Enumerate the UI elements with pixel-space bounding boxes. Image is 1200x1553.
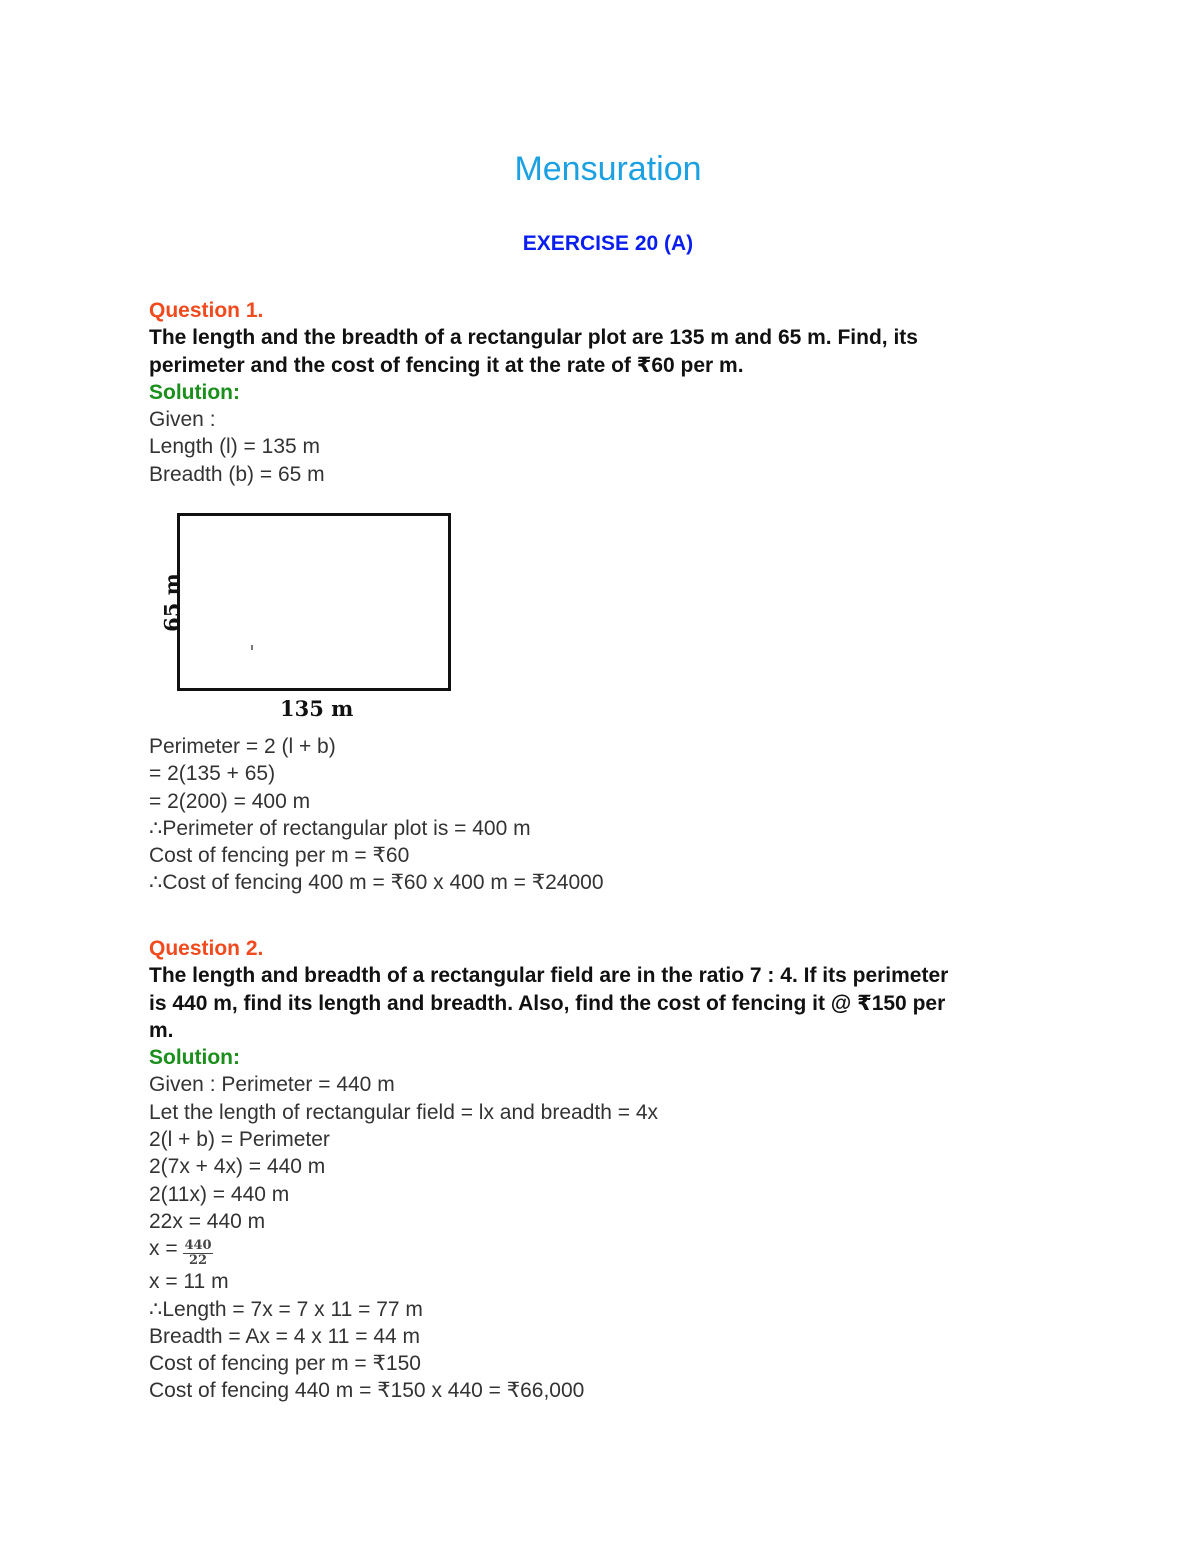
work-line: Let the length of rectangular field = lx and breadth = 4x: [149, 1100, 659, 1124]
fraction-line: [149, 1235, 1059, 1268]
question-2-label: Question 2.: [149, 937, 264, 960]
given-breadth-line: Breadth (b) = 65 m: [149, 462, 325, 486]
work-line: = 2(200) = 400 m: [149, 789, 311, 813]
exercise-heading: EXERCISE 20 (A): [522, 232, 694, 255]
fraction-numerator: 440: [184, 1238, 212, 1254]
question-1-text-line: perimeter and the cost of fencing it at the rate of ₹60 per m.: [149, 353, 744, 377]
question-2-text-line: The length and breadth of a rectangular field are in the ratio 7 : 4. If its perimeter: [149, 964, 949, 988]
work-line: ∴Length = 7x = 7 x 11 = 77 m: [149, 1297, 423, 1321]
page-title: Mensuration: [514, 150, 702, 188]
solution-2-label: Solution:: [149, 1046, 240, 1070]
work-line: Breadth = Ax = 4 x 11 = 44 m: [149, 1324, 421, 1348]
rectangle-shape: [177, 513, 451, 691]
work-line: 22x = 440 m: [149, 1209, 266, 1233]
question-2-block: [149, 935, 1059, 1405]
length-dimension-label: 135 m: [280, 696, 354, 721]
fraction-prefix: x =: [149, 1237, 184, 1261]
work-line: ∴Cost of fencing 400 m = ₹60 x 400 m = ₹24000: [149, 871, 604, 895]
fraction: [183, 1239, 212, 1268]
work-line: 2(7x + 4x) = 440 m: [149, 1155, 326, 1179]
work-line: Cost of fencing per m = ₹150: [149, 1352, 421, 1376]
fraction-denominator: 22: [188, 1253, 208, 1269]
work-line: = 2(135 + 65): [149, 762, 276, 786]
work-line: Given : Perimeter = 440 m: [149, 1073, 395, 1097]
diagram-mark: [251, 645, 253, 650]
work-line: Cost of fencing per m = ₹60: [149, 844, 410, 868]
rectangle-diagram: [148, 508, 468, 723]
work-line: 2(l + b) = Perimeter: [149, 1128, 330, 1152]
solution-1-working: [149, 733, 1059, 897]
question-2-text-line: is 440 m, find its length and breadth. Also, find the cost of fencing it @ ₹150 per: [149, 991, 946, 1015]
question-1-block: [149, 297, 1059, 488]
breadth-dimension-label: 65 m: [159, 573, 185, 632]
work-line: ∴Perimeter of rectangular plot is = 400 m: [149, 816, 531, 840]
work-line: 2(11x) = 440 m: [149, 1182, 290, 1206]
solution-1-label: Solution:: [149, 380, 240, 404]
question-1-text-line: The length and the breadth of a rectangular plot are 135 m and 65 m. Find, its: [149, 326, 918, 350]
work-line: x = 11 m: [149, 1270, 229, 1294]
work-line: Perimeter = 2 (l + b): [149, 735, 336, 758]
given-length-line: Length (l) = 135 m: [149, 435, 321, 459]
work-line: Cost of fencing 440 m = ₹150 x 440 = ₹66,000: [149, 1379, 585, 1403]
given-line: Given :: [149, 408, 216, 432]
question-1-label: Question 1.: [149, 299, 264, 322]
question-2-text-line: m.: [149, 1018, 174, 1042]
